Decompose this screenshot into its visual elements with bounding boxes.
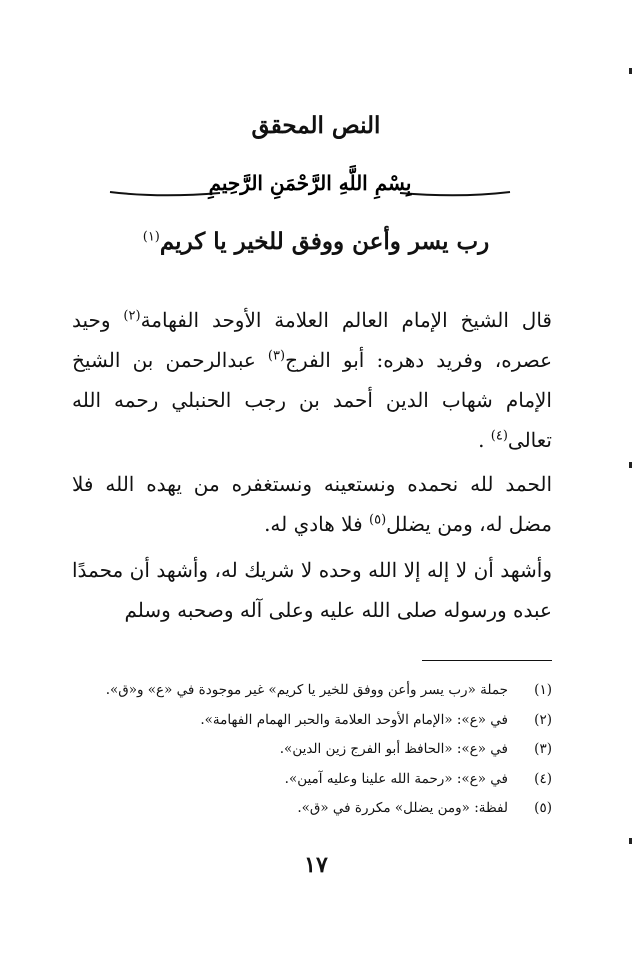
paragraph-3-part-1: وأشهد أن لا إله إلا الله وحده لا شريك له، وأشهد أن محمدًا عبده ورسوله صلى الله عليه وعلى آله وصحبه وسلم — [72, 558, 552, 622]
footnote-number: (٣) — [534, 741, 552, 757]
paragraph-2-part-2: فلا هادي له. — [264, 512, 370, 536]
footnote-text: في «ع»: «الإمام الأوحد العلامة والحبر الهمام الفهامة». — [200, 711, 508, 728]
footnote-number: (٥) — [534, 800, 552, 816]
footnote-number: (٤) — [534, 770, 552, 787]
footnote-text: لفظة: «ومن يضلل» مكررة في «ق». — [297, 800, 508, 816]
paragraph-1-part-4: . — [478, 428, 491, 452]
footnote-text: في «ع»: «رحمة الله علينا وعليه آمين». — [284, 770, 508, 787]
footnote-ref-5: (٥) — [369, 512, 387, 528]
footnote-text: جملة «رب يسر وأعن ووفق للخير يا كريم» غير موجودة في «ع» و«ق». — [105, 682, 508, 698]
footnote-item — [72, 706, 552, 736]
page-number: ١٧ — [304, 852, 328, 878]
dua-text: رب يسر وأعن ووفق للخير يا كريم — [159, 228, 490, 255]
basmala-text: بِسْمِ اللَّهِ الرَّحْمَنِ الرَّحِيمِ — [208, 171, 412, 195]
footnote-item — [72, 794, 552, 824]
section-title: النص المحقق — [251, 112, 381, 139]
footnote-number: (١) — [534, 682, 552, 698]
paragraph-2 — [72, 464, 552, 544]
footnotes — [72, 676, 552, 824]
footnote-item — [72, 765, 552, 795]
paragraph-1-part-2: وحيد عصره، وفريد دهره: أبو الفرج — [72, 308, 553, 372]
footnote-separator — [422, 660, 552, 661]
footnote-ref-1: (١) — [142, 229, 160, 245]
paragraph-1 — [72, 300, 552, 460]
basmala-svg — [100, 164, 520, 204]
paragraph-1-part-3: عبدالرحمن بن الشيخ الإمام شهاب الدين أحمد بن رجب الحنبلي رحمه الله تعالى — [72, 348, 552, 452]
footnote-number: (٢) — [534, 711, 552, 728]
paragraph-3 — [72, 550, 552, 630]
footnote-ref-4: (٤) — [490, 428, 508, 444]
footnote-item — [72, 676, 552, 706]
footnote-text: في «ع»: «الحافظ أبو الفرج زين الدين». — [279, 741, 508, 757]
basmala-calligraphy — [100, 164, 520, 204]
footnote-item — [72, 735, 552, 765]
footnote-ref-2: (٢) — [123, 308, 141, 324]
paragraph-2-part-1: الحمد لله نحمده ونستعينه ونستغفره من يهده الله فلا مضل له، ومن يضلل — [72, 472, 552, 536]
paragraph-1-part-1: قال الشيخ الإمام العالم العلامة الأوحد الفهامة — [140, 308, 552, 332]
footnote-ref-3: (٣) — [267, 348, 286, 364]
opening-dua — [0, 228, 632, 255]
